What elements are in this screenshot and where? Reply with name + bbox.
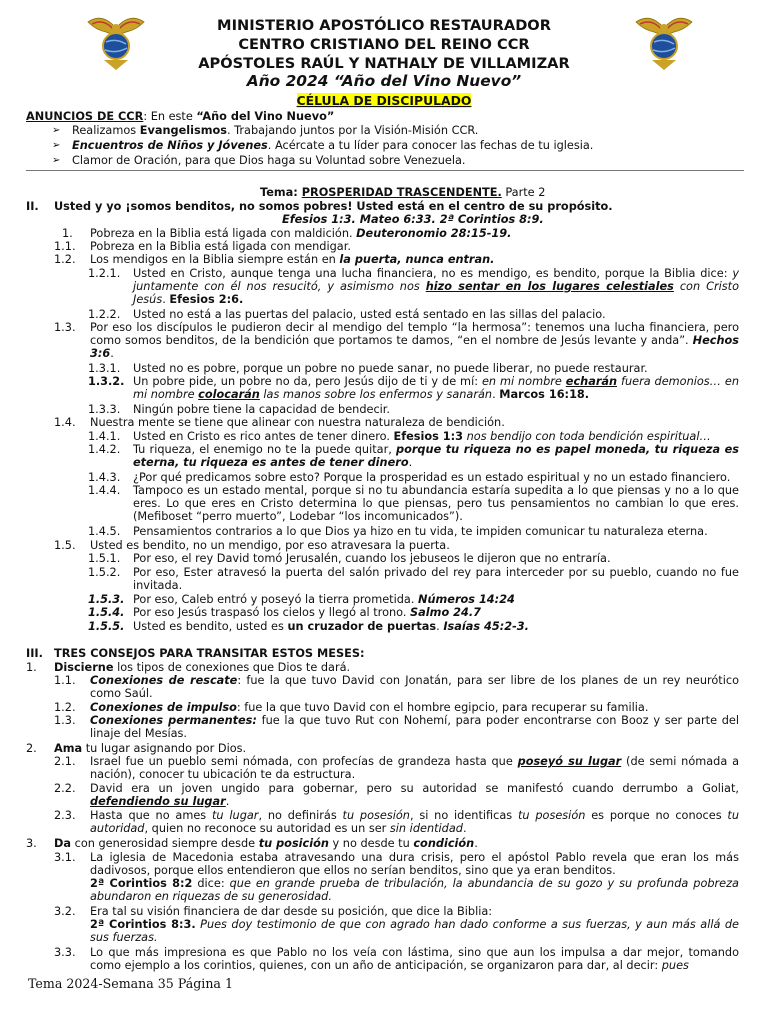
list-item: Por eso los discípulos le pudieron decir al mendigo del templo “la hermosa”: tenemos una lucha financiera, pero como somos benditos, de la bendición que portamos te damos, “en el nombre de Jesús levante y anda”. Hechos 3:6. <box>90 321 739 360</box>
item-number: 1.3. <box>54 714 76 727</box>
item-number: 1.2.1. <box>88 267 121 280</box>
item-number: 1.5.5. <box>88 620 125 633</box>
cell-title: CÉLULA DE DISCIPULADO <box>296 93 472 108</box>
list-item: Conexiones permanentes: fue la que tuvo Rut con Nohemí, para poder encontrarse con Booz y ser parte del linaje del Mesías. <box>90 714 739 740</box>
item-number: 1.4. <box>54 416 76 429</box>
page-footer: Tema 2024-Semana 35 Página 1 <box>28 976 233 991</box>
section-number: III. <box>26 647 43 660</box>
topic-title: Tema: PROSPERIDAD TRASCENDENTE. Parte 2 <box>260 186 546 199</box>
list-item: Era tal su visión financiera de dar desde su posición, que dice la Biblia: 2ª Corintios 8:3. Pues doy testimonio de que con agrado han dado conforme a sus fuerzas, y aun más allá de sus fuerzas. <box>90 905 739 944</box>
list-item: Lo que más impresiona es que Pablo no los veía con lástima, sino que aun los impulsa a dar mejor, tomando como ejemplo a los corintios, quienes, con un año de anticipación, se organizaron para dar, al decir: pues <box>90 946 739 972</box>
list-item: Por eso, el rey David tomó Jerusalén, cuando los jebuseos le dijeron que no entraría. <box>133 552 611 565</box>
item-number: 1.4.5. <box>88 525 121 538</box>
list-item: Tu riqueza, el enemigo no te la puede quitar, porque tu riqueza no es papel moneda, tu riqueza es eterna, tu riqueza es antes de tener dinero. <box>133 443 739 469</box>
item-number: 1.3.3. <box>88 403 121 416</box>
section-number: II. <box>26 200 39 213</box>
item-number: 1. <box>62 227 73 240</box>
item-number: 1.5.3. <box>88 593 125 606</box>
list-item: Un pobre pide, un pobre no da, pero Jesús dijo de ti y de mí: en mi nombre echarán fuera demonios… en mi nombre colocarán las manos sobre los enfermos y sanarán. Marcos 16:18. <box>133 375 740 401</box>
list-item: Por eso Jesús traspasó los cielos y llegó al trono. Salmo 24.7 <box>133 606 482 619</box>
list-item: Hasta que no ames tu lugar, no definirás tu posesión, si no identificas tu posesión es porque no conoces tu autoridad, quien no reconoce su autoridad es un ser sin identidad. <box>90 809 739 835</box>
apostles-name: APÓSTOLES RAÚL Y NATHALY DE VILLAMIZAR <box>198 55 570 72</box>
item-number: 1.5.4. <box>88 606 125 619</box>
announcement-item: Realizamos Evangelismos. Trabajando juntos por la Visión-Misión CCR. <box>72 124 479 137</box>
item-number: 3.3. <box>54 946 76 959</box>
list-item: David era un joven ungido para gobernar, pero su autoridad se manifestó cuando derrumbo a Goliat, defendiendo su lugar. <box>90 782 739 808</box>
item-number: 1.5.2. <box>88 566 121 579</box>
list-item: Da con generosidad siempre desde tu posición y no desde tu condición. <box>54 837 478 850</box>
item-number: 1.4.3. <box>88 471 121 484</box>
item-number: 3.1. <box>54 851 76 864</box>
list-item: Usted es bendito, no un mendigo, por eso atravesara la puerta. <box>90 539 450 552</box>
list-item: La iglesia de Macedonia estaba atravesando una dura crisis, pero el apóstol Pablo revela que eran los más dadivosos, porque ellos entendieron que ellos no serían benditos, sino que ya eran benditos. 2ª Corintios 8:2 dice: que en grande prueba de tribulación, la abundancia de su gozo y su profunda pobreza abundaron en riquezas de su generosidad. <box>90 851 739 903</box>
item-number: 1.5.1. <box>88 552 121 565</box>
list-item: Por eso, Ester atravesó la puerta del salón privado del rey para interceder por su pueblo, cuando no fue invitada. <box>133 566 739 592</box>
list-item: Usted en Cristo es rico antes de tener dinero. Efesios 1:3 nos bendijo con toda bendición espiritual… <box>133 430 711 443</box>
list-item: Pensamientos contrarios a lo que Dios ya hizo en tu vida, te impiden comunicar tu naturaleza eterna. <box>133 525 708 538</box>
item-number: 2.2. <box>54 782 76 795</box>
section-references: Efesios 1:3. Mateo 6:33. 2ª Corintios 8:9. <box>282 213 544 226</box>
section-title: TRES CONSEJOS PARA TRANSITAR ESTOS MESES: <box>54 647 365 660</box>
arrow-bullet-icon: ➢ <box>52 140 61 151</box>
announcements-heading: ANUNCIOS DE CCR: En este “Año del Vino Nuevo” <box>26 110 335 123</box>
list-item: Por eso, Caleb entró y poseyó la tierra prometida. Números 14:24 <box>133 593 515 606</box>
list-item: Usted no está a las puertas del palacio, usted está sentado en las sillas del palacio. <box>133 308 606 321</box>
item-number: 1.2. <box>54 253 76 266</box>
list-item: Ningún pobre tiene la capacidad de bendecir. <box>133 403 390 416</box>
section-title: Usted y yo ¡somos benditos, no somos pobres! Usted está en el centro de su propósito. <box>54 200 613 213</box>
ministry-name: MINISTERIO APOSTÓLICO RESTAURADOR <box>217 17 551 34</box>
list-item: ¿Por qué predicamos sobre esto? Porque la prosperidad es un estado espiritual y no un estado financiero. <box>133 471 731 484</box>
list-item: Tampoco es un estado mental, porque si no tu abundancia estaría supedita a lo que piensas y no a lo que eres. Lo que eres en Cristo determina lo que piensas, pero tus pensamientos no cambian lo que eres. (Mefiboset “perro muerto”, Lodebar “los incomunicados”). <box>133 484 739 523</box>
item-number: 1.3.1. <box>88 362 121 375</box>
year-title: Año 2024 “Año del Vino Nuevo” <box>246 72 522 90</box>
list-item: Conexiones de rescate: fue la que tuvo David con Jonatán, para ser libre de los planes de un rey neurótico como Saúl. <box>90 674 739 700</box>
item-number: 3. <box>26 837 37 850</box>
item-number: 2.3. <box>54 809 76 822</box>
list-item: Israel fue un pueblo semi nómada, con profecías de grandeza hasta que poseyó su lugar (de semi nómada a nación), conocer tu ubicación te da estructura. <box>90 755 739 781</box>
item-number: 1.1. <box>54 674 76 687</box>
list-item: Nuestra mente se tiene que alinear con nuestra naturaleza de bendición. <box>90 416 505 429</box>
arrow-bullet-icon: ➢ <box>52 125 61 136</box>
announcement-item: Clamor de Oración, para que Dios haga su Voluntad sobre Venezuela. <box>72 154 466 167</box>
list-item: Discierne los tipos de conexiones que Dios te dará. <box>54 661 351 674</box>
list-item: Pobreza en la Biblia está ligada con mendigar. <box>90 240 351 253</box>
item-number: 1. <box>26 661 37 674</box>
item-number: 1.1. <box>54 240 76 253</box>
church-name: CENTRO CRISTIANO DEL REINO CCR <box>238 36 530 53</box>
item-number: 1.4.4. <box>88 484 121 497</box>
item-number: 1.2.2. <box>88 308 121 321</box>
item-number: 3.2. <box>54 905 76 918</box>
item-number: 1.3.2. <box>88 375 125 388</box>
announcement-item: Encuentros de Niños y Jóvenes. Acércate a tu líder para conocer las fechas de tu iglesia. <box>72 139 594 152</box>
arrow-bullet-icon: ➢ <box>52 155 61 166</box>
divider <box>26 170 744 171</box>
list-item: Usted no es pobre, porque un pobre no puede sanar, no puede liberar, no puede restaurar. <box>133 362 648 375</box>
item-number: 1.5. <box>54 539 76 552</box>
item-number: 2.1. <box>54 755 76 768</box>
list-item: Los mendigos en la Biblia siempre están en la puerta, nunca entran. <box>90 253 495 266</box>
list-item: Pobreza en la Biblia está ligada con maldición. Deuteronomio 28:15-19. <box>90 227 512 240</box>
list-item: Usted es bendito, usted es un cruzador de puertas. Isaías 45:2-3. <box>133 620 529 633</box>
list-item: Conexiones de impulso: fue la que tuvo David con el hombre egipcio, para recuperar su familia. <box>90 701 649 714</box>
list-item: Ama tu lugar asignando por Dios. <box>54 742 247 755</box>
list-item: Usted en Cristo, aunque tenga una lucha financiera, no es mendigo, es bendito, porque la Biblia dice: y juntamente con él nos resucitó, y asimismo nos hizo sentar en los lugares celestiales con Cristo Jesús. Efesios 2:6. <box>133 267 739 306</box>
item-number: 2. <box>26 742 37 755</box>
item-number: 1.4.1. <box>88 430 121 443</box>
item-number: 1.2. <box>54 701 76 714</box>
item-number: 1.3. <box>54 321 76 334</box>
item-number: 1.4.2. <box>88 443 121 456</box>
